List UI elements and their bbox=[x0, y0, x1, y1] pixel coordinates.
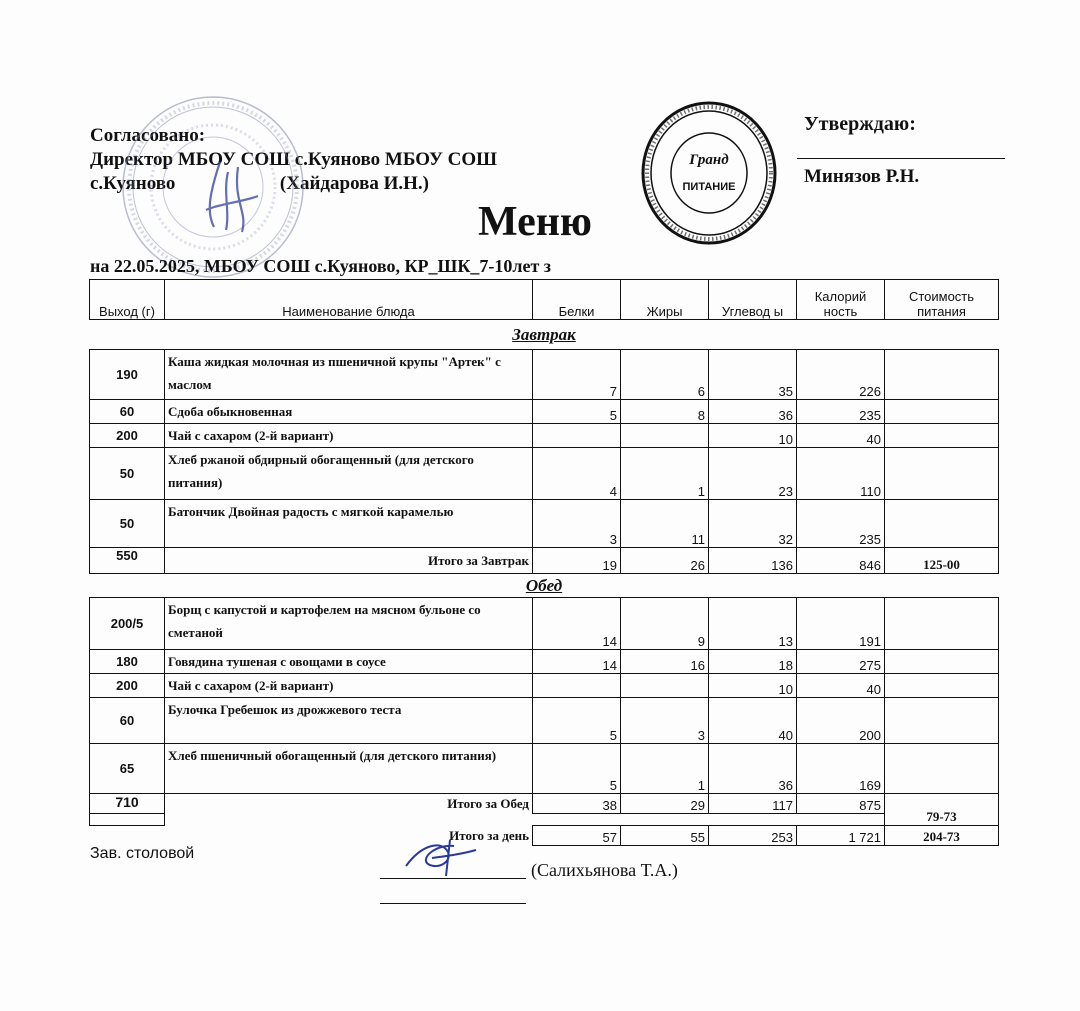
spacer-cell bbox=[533, 814, 885, 826]
day-total-kcal: 1 721 bbox=[797, 826, 885, 846]
row-protein: 14 bbox=[533, 650, 621, 674]
row-carbs: 36 bbox=[709, 744, 797, 794]
section-breakfast bbox=[90, 320, 999, 350]
row-fat: 1 bbox=[621, 448, 709, 500]
table-row bbox=[90, 674, 999, 698]
row-fat: 11 bbox=[621, 500, 709, 548]
row-kcal: 191 bbox=[797, 598, 885, 650]
row-yield: 200 bbox=[90, 674, 165, 698]
total-yield: 550 bbox=[90, 548, 165, 574]
section-title: Обед bbox=[90, 574, 999, 598]
row-fat: 3 bbox=[621, 698, 709, 744]
col-protein-header: Белки bbox=[533, 280, 621, 320]
spacer-row bbox=[90, 814, 999, 826]
canteen-head-name: (Салихьянова Т.А.) bbox=[531, 860, 678, 880]
row-carbs: 10 bbox=[709, 674, 797, 698]
row-protein bbox=[533, 424, 621, 448]
agreement-block bbox=[90, 124, 497, 196]
row-kcal: 169 bbox=[797, 744, 885, 794]
row-fat: 8 bbox=[621, 400, 709, 424]
menu-table bbox=[89, 279, 999, 846]
table-row bbox=[90, 350, 999, 400]
row-protein bbox=[533, 674, 621, 698]
approve-label: Утверждаю: bbox=[804, 113, 916, 135]
director-name: (Хайдарова И.Н.) bbox=[279, 173, 430, 194]
total-row-day bbox=[90, 826, 999, 846]
row-dish: Чай с сахаром (2-й вариант) bbox=[165, 424, 533, 448]
approver-name: Минязов Р.Н. bbox=[804, 166, 920, 187]
row-yield: 200 bbox=[90, 424, 165, 448]
row-cost bbox=[885, 650, 999, 674]
total-cost: 79-73 bbox=[885, 794, 999, 826]
canteen-head-label: Зав. столовой bbox=[90, 845, 195, 862]
day-total-label: Итого за день bbox=[165, 826, 533, 846]
row-protein: 14 bbox=[533, 598, 621, 650]
day-total-fat: 55 bbox=[621, 826, 709, 846]
row-yield: 65 bbox=[90, 744, 165, 794]
day-total-protein: 57 bbox=[533, 826, 621, 846]
row-yield: 60 bbox=[90, 698, 165, 744]
page-title: Меню bbox=[478, 199, 593, 245]
row-cost bbox=[885, 744, 999, 794]
total-fat: 26 bbox=[621, 548, 709, 574]
row-carbs: 40 bbox=[709, 698, 797, 744]
row-carbs: 35 bbox=[709, 350, 797, 400]
col-calories-header: Калорий ность bbox=[797, 280, 885, 320]
row-protein: 5 bbox=[533, 400, 621, 424]
agreed-label: Согласовано: bbox=[90, 125, 206, 146]
menu-subtitle: на 22.05.2025, МБОУ СОШ с.Куяново, КР_ШК_7-10лет з bbox=[90, 256, 552, 276]
total-protein: 19 bbox=[533, 548, 621, 574]
row-kcal: 235 bbox=[797, 400, 885, 424]
row-yield: 190 bbox=[90, 350, 165, 400]
section-title: Завтрак bbox=[90, 320, 999, 350]
signature-line bbox=[380, 878, 526, 879]
row-dish: Хлеб пшеничный обогащенный (для детского питания) bbox=[165, 744, 533, 794]
company-stamp-icon bbox=[638, 98, 780, 248]
svg-text:Гранд: Гранд bbox=[689, 152, 729, 168]
row-yield: 200/5 bbox=[90, 598, 165, 650]
row-kcal: 275 bbox=[797, 650, 885, 674]
total-label: Итого за Завтрак bbox=[165, 548, 533, 574]
row-cost bbox=[885, 698, 999, 744]
total-row-lunch bbox=[90, 794, 999, 814]
row-carbs: 10 bbox=[709, 424, 797, 448]
table-header-row bbox=[90, 280, 999, 320]
signature-line-2 bbox=[380, 903, 526, 904]
total-fat: 29 bbox=[621, 794, 709, 814]
table-row bbox=[90, 400, 999, 424]
spacer-cell bbox=[165, 814, 533, 826]
table-row bbox=[90, 448, 999, 500]
row-cost bbox=[885, 350, 999, 400]
table-row bbox=[90, 598, 999, 650]
director-name-line bbox=[90, 172, 497, 196]
table-row bbox=[90, 500, 999, 548]
total-carbs: 136 bbox=[709, 548, 797, 574]
row-dish: Говядина тушеная с овощами в соусе bbox=[165, 650, 533, 674]
row-cost bbox=[885, 674, 999, 698]
table-row bbox=[90, 650, 999, 674]
spacer-cell bbox=[90, 814, 165, 826]
approve-signature-line bbox=[797, 158, 1005, 159]
spacer-cell bbox=[90, 826, 165, 846]
total-kcal: 875 bbox=[797, 794, 885, 814]
row-dish: Батончик Двойная радость с мягкой карамелью bbox=[165, 500, 533, 548]
row-dish: Сдоба обыкновенная bbox=[165, 400, 533, 424]
row-protein: 4 bbox=[533, 448, 621, 500]
row-dish: Хлеб ржаной обдирный обогащенный (для детского питания) bbox=[165, 448, 533, 500]
row-dish: Булочка Гребешок из дрожжевого теста bbox=[165, 698, 533, 744]
row-dish: Борщ с капустой и картофелем на мясном бульоне со сметаной bbox=[165, 598, 533, 650]
table-row bbox=[90, 424, 999, 448]
row-yield: 60 bbox=[90, 400, 165, 424]
row-dish: Чай с сахаром (2-й вариант) bbox=[165, 674, 533, 698]
section-lunch bbox=[90, 574, 999, 598]
row-fat: 6 bbox=[621, 350, 709, 400]
row-kcal: 40 bbox=[797, 674, 885, 698]
row-dish: Каша жидкая молочная из пшеничной крупы "Артек" с маслом bbox=[165, 350, 533, 400]
row-cost bbox=[885, 400, 999, 424]
col-cost-header: Стоимость питания bbox=[885, 280, 999, 320]
total-cost: 125-00 bbox=[885, 548, 999, 574]
row-cost bbox=[885, 500, 999, 548]
row-carbs: 13 bbox=[709, 598, 797, 650]
total-row-breakfast bbox=[90, 548, 999, 574]
col-yield-header: Выход (г) bbox=[90, 280, 165, 320]
total-kcal: 846 bbox=[797, 548, 885, 574]
row-fat: 9 bbox=[621, 598, 709, 650]
total-label: Итого за Обед bbox=[165, 794, 533, 814]
row-carbs: 18 bbox=[709, 650, 797, 674]
row-fat: 1 bbox=[621, 744, 709, 794]
row-fat bbox=[621, 674, 709, 698]
total-yield: 710 bbox=[90, 794, 165, 814]
table-row bbox=[90, 744, 999, 794]
total-carbs: 117 bbox=[709, 794, 797, 814]
row-fat: 16 bbox=[621, 650, 709, 674]
row-kcal: 226 bbox=[797, 350, 885, 400]
total-protein: 38 bbox=[533, 794, 621, 814]
row-yield: 50 bbox=[90, 500, 165, 548]
row-carbs: 23 bbox=[709, 448, 797, 500]
row-kcal: 235 bbox=[797, 500, 885, 548]
row-carbs: 32 bbox=[709, 500, 797, 548]
row-carbs: 36 bbox=[709, 400, 797, 424]
table-row bbox=[90, 698, 999, 744]
row-protein: 5 bbox=[533, 698, 621, 744]
row-kcal: 110 bbox=[797, 448, 885, 500]
row-yield: 50 bbox=[90, 448, 165, 500]
row-cost bbox=[885, 448, 999, 500]
col-carbs-header: Углевод ы bbox=[709, 280, 797, 320]
row-yield: 180 bbox=[90, 650, 165, 674]
school-name: с.Куяново bbox=[90, 173, 176, 194]
row-kcal: 200 bbox=[797, 698, 885, 744]
row-fat bbox=[621, 424, 709, 448]
row-cost bbox=[885, 598, 999, 650]
day-total-carbs: 253 bbox=[709, 826, 797, 846]
row-protein: 5 bbox=[533, 744, 621, 794]
row-cost bbox=[885, 424, 999, 448]
director-line: Директор МБОУ СОШ с.Куяново МБОУ СОШ bbox=[90, 149, 498, 170]
row-kcal: 40 bbox=[797, 424, 885, 448]
row-protein: 7 bbox=[533, 350, 621, 400]
col-fat-header: Жиры bbox=[621, 280, 709, 320]
svg-text:ПИТАНИЕ: ПИТАНИЕ bbox=[682, 181, 736, 193]
row-protein: 3 bbox=[533, 500, 621, 548]
col-dish-header: Наименование блюда bbox=[165, 280, 533, 320]
day-total-cost: 204-73 bbox=[885, 826, 999, 846]
